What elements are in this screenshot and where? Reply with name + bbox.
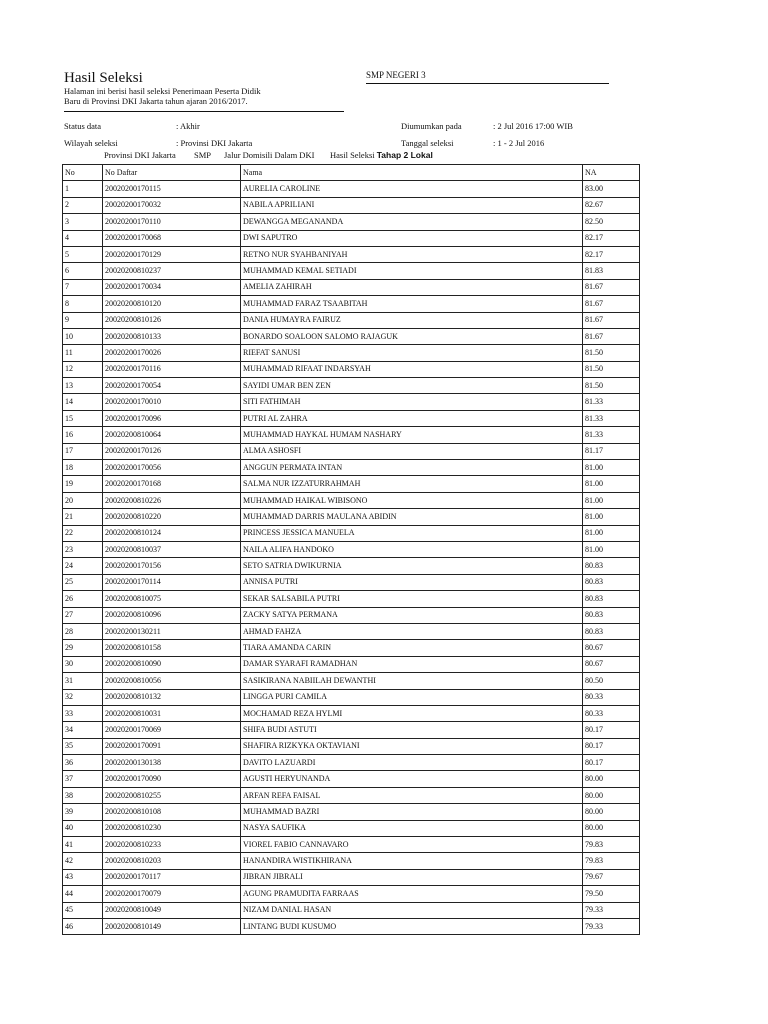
cell-na: 81.33 [583,394,640,410]
cell-na: 81.00 [583,476,640,492]
table-header-row [63,165,640,181]
cell-nama: AGUNG PRAMUDITA FARRAAS [241,886,583,902]
table-row [63,345,640,361]
cell-no-daftar: 20020200170054 [103,378,241,394]
cell-nama: NASYA SAUFIKA [241,820,583,836]
cell-nama: LINTANG BUDI KUSUMO [241,918,583,934]
cell-nama: RETNO NUR SYAHBANIYAH [241,246,583,262]
table-row [63,607,640,623]
cell-na: 79.83 [583,853,640,869]
cell-nama: ALMA ASHOSFI [241,443,583,459]
cell-no: 33 [63,705,103,721]
table-row [63,902,640,918]
table-row [63,853,640,869]
cell-nama: SHIFA BUDI ASTUTI [241,722,583,738]
cell-na: 81.33 [583,410,640,426]
cell-no-daftar: 20020200170110 [103,214,241,230]
cell-na: 80.00 [583,804,640,820]
selection-region-value: : Provinsi DKI Jakarta [176,138,253,148]
page-title: Hasil Seleksi [64,70,143,86]
school-name: SMP NEGERI 3 [366,70,426,80]
cell-no: 36 [63,755,103,771]
cell-nama: BONARDO SOALOON SALOMO RAJAGUK [241,328,583,344]
cell-no: 21 [63,509,103,525]
cell-nama: VIOREL FABIO CANNAVARO [241,837,583,853]
cell-nama: NAILA ALIFA HANDOKO [241,541,583,557]
cell-na: 81.00 [583,492,640,508]
cell-na: 82.17 [583,230,640,246]
cell-nama: RIEFAT SANUSI [241,345,583,361]
cell-nama: MOCHAMAD REZA HYLMI [241,705,583,721]
cell-na: 81.67 [583,328,640,344]
page-description-line-2: Baru di Provinsi DKI Jakarta tahun ajaran 2016/2017. [64,96,248,106]
cell-no-daftar: 20020200170129 [103,246,241,262]
cell-no-daftar: 20020200810237 [103,263,241,279]
cell-no: 45 [63,902,103,918]
cell-no: 13 [63,378,103,394]
table-row [63,443,640,459]
cell-na: 83.00 [583,181,640,197]
cell-no-daftar: 20020200810149 [103,918,241,934]
cell-nama: MUHAMMAD RIFAAT INDARSYAH [241,361,583,377]
table-row [63,820,640,836]
cell-no-daftar: 20020200170090 [103,771,241,787]
table-row [63,296,640,312]
cell-no: 6 [63,263,103,279]
cell-no-daftar: 20020200170114 [103,574,241,590]
cell-no-daftar: 20020200170117 [103,869,241,885]
cell-nama: AGUSTI HERYUNANDA [241,771,583,787]
cell-na: 80.33 [583,705,640,721]
cell-no: 17 [63,443,103,459]
cell-no-daftar: 20020200810233 [103,837,241,853]
cell-nama: DAMAR SYARAFI RAMADHAN [241,656,583,672]
selection-results-table [62,164,640,935]
cell-no-daftar: 20020200130138 [103,755,241,771]
column-header-no-daftar: No Daftar [103,165,241,181]
cell-no-daftar: 20020200810056 [103,673,241,689]
cell-no: 46 [63,918,103,934]
table-row [63,197,640,213]
column-header-no: No [63,165,103,181]
table-row [63,328,640,344]
cell-no: 32 [63,689,103,705]
cell-no: 5 [63,246,103,262]
table-row [63,394,640,410]
column-header-na: NA [583,165,640,181]
cell-no-daftar: 20020200170026 [103,345,241,361]
cell-nama: DANIA HUMAYRA FAIRUZ [241,312,583,328]
table-row [63,918,640,934]
selection-date-label: Tanggal seleksi [401,138,454,148]
cell-no: 20 [63,492,103,508]
table-row [63,525,640,541]
cell-na: 80.67 [583,640,640,656]
cell-no: 41 [63,837,103,853]
cell-na: 81.83 [583,263,640,279]
announced-at-label: Diumumkan pada [401,121,462,131]
filter-pathway[interactable]: Jalur Domisili Dalam DKI [224,150,315,160]
cell-no: 25 [63,574,103,590]
cell-no: 4 [63,230,103,246]
cell-no: 34 [63,722,103,738]
cell-no-daftar: 20020200810133 [103,328,241,344]
cell-no: 35 [63,738,103,754]
cell-na: 80.83 [583,623,640,639]
cell-nama: MUHAMMAD FARAZ TSAABITAH [241,296,583,312]
cell-na: 81.67 [583,296,640,312]
table-row [63,837,640,853]
cell-no-daftar: 20020200810090 [103,656,241,672]
cell-no-daftar: 20020200170034 [103,279,241,295]
cell-no-daftar: 20020200810220 [103,509,241,525]
cell-no: 24 [63,558,103,574]
cell-nama: HANANDIRA WISTIKHIRANA [241,853,583,869]
cell-no: 44 [63,886,103,902]
table-row [63,755,640,771]
cell-nama: SITI FATHIMAH [241,394,583,410]
cell-no: 8 [63,296,103,312]
cell-no: 27 [63,607,103,623]
cell-no-daftar: 20020200170096 [103,410,241,426]
cell-no: 1 [63,181,103,197]
cell-nama: LINGGA PURI CAMILA [241,689,583,705]
cell-no-daftar: 20020200170079 [103,886,241,902]
table-row [63,869,640,885]
cell-nama: AMELIA ZAHIRAH [241,279,583,295]
table-row [63,705,640,721]
cell-na: 82.17 [583,246,640,262]
cell-no-daftar: 20020200130211 [103,623,241,639]
cell-no-daftar: 20020200810096 [103,607,241,623]
table-row [63,246,640,262]
cell-na: 81.67 [583,312,640,328]
filter-stage[interactable]: Tahap 2 Lokal [376,150,433,160]
cell-na: 79.83 [583,837,640,853]
cell-no: 10 [63,328,103,344]
cell-nama: AHMAD FAHZA [241,623,583,639]
cell-nama: MUHAMMAD BAZRI [241,804,583,820]
table-row [63,427,640,443]
table-body [63,181,640,935]
table-row [63,722,640,738]
cell-na: 80.00 [583,771,640,787]
cell-no: 29 [63,640,103,656]
cell-no-daftar: 20020200810230 [103,820,241,836]
cell-na: 81.00 [583,460,640,476]
cell-nama: ZACKY SATYA PERMANA [241,607,583,623]
cell-nama: MUHAMMAD DARRIS MAULANA ABIDIN [241,509,583,525]
cell-na: 80.83 [583,607,640,623]
cell-na: 81.00 [583,541,640,557]
cell-no: 40 [63,820,103,836]
cell-nama: SETO SATRIA DWIKURNIA [241,558,583,574]
table-row [63,378,640,394]
cell-no-daftar: 20020200170168 [103,476,241,492]
cell-nama: PUTRI AL ZAHRA [241,410,583,426]
cell-no-daftar: 20020200810255 [103,787,241,803]
cell-no-daftar: 20020200810126 [103,312,241,328]
cell-no: 22 [63,525,103,541]
cell-no-daftar: 20020200170115 [103,181,241,197]
cell-nama: JIBRAN JIBRALI [241,869,583,885]
table-row [63,656,640,672]
cell-na: 81.33 [583,427,640,443]
filter-level[interactable]: SMP [194,150,212,160]
table-row [63,640,640,656]
cell-nama: SEKAR SALSABILA PUTRI [241,591,583,607]
cell-nama: MUHAMMAD HAYKAL HUMAM NASHARY [241,427,583,443]
cell-no-daftar: 20020200170068 [103,230,241,246]
table-row [63,263,640,279]
column-header-nama: Nama [241,165,583,181]
status-data-label: Status data [64,121,102,131]
selection-region-label: Wilayah seleksi [64,138,118,148]
cell-no: 19 [63,476,103,492]
cell-na: 80.17 [583,722,640,738]
cell-na: 82.50 [583,214,640,230]
table-row [63,214,640,230]
status-data-value: : Akhir [176,121,200,131]
cell-no-daftar: 20020200810120 [103,296,241,312]
cell-na: 81.00 [583,509,640,525]
cell-no: 16 [63,427,103,443]
cell-no: 26 [63,591,103,607]
cell-no: 30 [63,656,103,672]
table-row [63,230,640,246]
cell-nama: SAYIDI UMAR BEN ZEN [241,378,583,394]
cell-no: 14 [63,394,103,410]
table-row [63,574,640,590]
cell-no-daftar: 20020200810075 [103,591,241,607]
cell-no-daftar: 20020200810158 [103,640,241,656]
cell-nama: SASIKIRANA NABIILAH DEWANTHI [241,673,583,689]
cell-no-daftar: 20020200170056 [103,460,241,476]
cell-no: 2 [63,197,103,213]
table-row [63,591,640,607]
cell-na: 80.83 [583,574,640,590]
cell-nama: MUHAMMAD KEMAL SETIADI [241,263,583,279]
cell-no: 28 [63,623,103,639]
filter-breadcrumb [104,150,433,160]
cell-nama: AURELIA CAROLINE [241,181,583,197]
cell-na: 80.67 [583,656,640,672]
table-row [63,410,640,426]
cell-nama: TIARA AMANDA CARIN [241,640,583,656]
cell-nama: SHAFIRA RIZKYKA OKTAVIANI [241,738,583,754]
page-description-line-1: Halaman ini berisi hasil seleksi Penerimaan Peserta Didik [64,86,261,96]
cell-no-daftar: 20020200810108 [103,804,241,820]
cell-nama: SALMA NUR IZZATURRAHMAH [241,476,583,492]
cell-no-daftar: 20020200170126 [103,443,241,459]
cell-no: 9 [63,312,103,328]
cell-no-daftar: 20020200810031 [103,705,241,721]
table-row [63,509,640,525]
cell-na: 79.67 [583,869,640,885]
table-row [63,738,640,754]
cell-na: 80.17 [583,738,640,754]
cell-no: 43 [63,869,103,885]
table-row [63,181,640,197]
cell-no-daftar: 20020200810037 [103,541,241,557]
cell-nama: ANGGUN PERMATA INTAN [241,460,583,476]
cell-na: 80.33 [583,689,640,705]
selection-date-value: : 1 - 2 Jul 2016 [493,138,545,148]
cell-na: 81.50 [583,345,640,361]
table-row [63,476,640,492]
cell-no-daftar: 20020200170010 [103,394,241,410]
cell-no-daftar: 20020200810203 [103,853,241,869]
cell-no-daftar: 20020200810064 [103,427,241,443]
cell-na: 79.33 [583,902,640,918]
cell-na: 81.17 [583,443,640,459]
cell-no-daftar: 20020200170091 [103,738,241,754]
table-row [63,771,640,787]
cell-na: 81.50 [583,361,640,377]
table-row [63,460,640,476]
cell-nama: ANNISA PUTRI [241,574,583,590]
cell-no: 39 [63,804,103,820]
cell-na: 80.50 [583,673,640,689]
table-row [63,886,640,902]
cell-no: 31 [63,673,103,689]
cell-no: 38 [63,787,103,803]
cell-no: 42 [63,853,103,869]
cell-no-daftar: 20020200170069 [103,722,241,738]
cell-nama: ARFAN REFA FAISAL [241,787,583,803]
cell-no-daftar: 20020200170116 [103,361,241,377]
cell-no-daftar: 20020200810124 [103,525,241,541]
cell-no: 12 [63,361,103,377]
cell-na: 80.00 [583,787,640,803]
cell-na: 81.67 [583,279,640,295]
table-row [63,492,640,508]
cell-na: 81.00 [583,525,640,541]
cell-no: 11 [63,345,103,361]
cell-no-daftar: 20020200810132 [103,689,241,705]
table-row [63,361,640,377]
cell-na: 80.00 [583,820,640,836]
cell-nama: MUHAMMAD HAIKAL WIBISONO [241,492,583,508]
cell-nama: PRINCESS JESSICA MANUELA [241,525,583,541]
cell-no-daftar: 20020200810049 [103,902,241,918]
cell-nama: NIZAM DANIAL HASAN [241,902,583,918]
table-row [63,689,640,705]
cell-na: 82.67 [583,197,640,213]
cell-no-daftar: 20020200170156 [103,558,241,574]
cell-nama: NABILA APRILIANI [241,197,583,213]
cell-na: 80.83 [583,591,640,607]
table-row [63,558,640,574]
cell-nama: DEWANGGA MEGANANDA [241,214,583,230]
cell-nama: DAVITO LAZUARDI [241,755,583,771]
table-row [63,623,640,639]
header-divider-left [64,111,344,112]
cell-no-daftar: 20020200810226 [103,492,241,508]
cell-no: 15 [63,410,103,426]
table-row [63,312,640,328]
table-row [63,804,640,820]
cell-na: 79.33 [583,918,640,934]
cell-nama: DWI SAPUTRO [241,230,583,246]
cell-na: 79.50 [583,886,640,902]
table-row [63,541,640,557]
cell-no: 7 [63,279,103,295]
cell-no: 18 [63,460,103,476]
cell-na: 80.17 [583,755,640,771]
cell-no-daftar: 20020200170032 [103,197,241,213]
cell-na: 80.83 [583,558,640,574]
cell-no: 3 [63,214,103,230]
header-divider-right [366,83,609,84]
table-row [63,673,640,689]
filter-province[interactable]: Provinsi DKI Jakarta [104,150,176,160]
cell-no: 23 [63,541,103,557]
cell-no: 37 [63,771,103,787]
cell-na: 81.50 [583,378,640,394]
table-row [63,787,640,803]
filter-result[interactable]: Hasil Seleksi [330,150,375,160]
table-row [63,279,640,295]
announced-at-value: : 2 Jul 2016 17:00 WIB [493,121,573,131]
